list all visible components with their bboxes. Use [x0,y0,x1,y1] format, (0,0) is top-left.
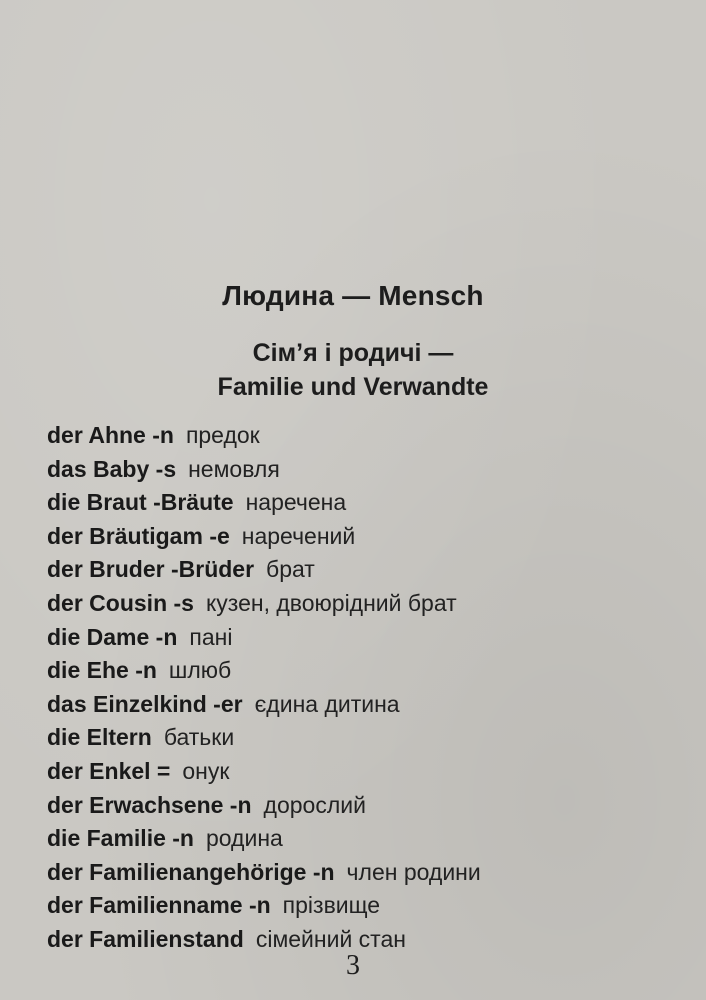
ukrainian-translation: брат [266,556,315,583]
vocabulary-entry [47,486,687,520]
german-term: die Eltern [47,724,152,751]
vocabulary-entry [47,721,687,755]
vocabulary-entry [47,755,687,789]
vocabulary-entry [47,889,687,923]
subtitle-line-2: Familie und Verwandte [217,373,489,401]
german-term: der Bruder -Brüder [47,556,255,583]
german-term: das Einzelkind -er [47,690,243,717]
ukrainian-translation: шлюб [168,657,232,684]
subtitle-line-1: Сім’я і родичі — [252,339,454,367]
vocabulary-entry [47,553,687,587]
german-term: die Familie -n [47,825,194,852]
german-term: die Braut -Bräute [47,489,234,516]
vocabulary-entry [47,587,687,621]
vocabulary-entry [47,789,687,823]
ukrainian-translation: наречений [241,522,356,549]
ukrainian-translation: пані [189,623,233,650]
ukrainian-translation: сімейний стан [255,925,406,952]
ukrainian-translation: онук [182,757,230,784]
german-term: der Enkel = [47,757,171,784]
ukrainian-translation: родина [205,825,283,852]
german-term: die Ehe -n [47,657,157,684]
vocabulary-entry [47,453,687,487]
vocabulary-entry [47,654,687,688]
german-term: der Familienstand [47,925,244,952]
german-term: der Ahne -n [47,422,174,448]
chapter-title: Людина — Mensch [222,280,484,311]
page-number: 3 [346,950,360,981]
section-subtitle [0,336,706,404]
vocabulary-entry [47,688,687,722]
ukrainian-translation: прізвище [282,892,381,919]
ukrainian-translation: дорослий [263,791,366,818]
german-term: der Erwachsene -n [47,791,252,818]
ukrainian-translation: єдина дитина [254,690,400,717]
vocabulary-entry [47,856,687,890]
vocabulary-entry [47,822,687,856]
vocabulary-entry [47,419,687,453]
german-term: das Baby -s [47,455,177,482]
vocabulary-entry [47,621,687,655]
ukrainian-translation: член родини [346,858,481,885]
ukrainian-translation: предок [185,422,260,448]
german-term: die Dame -n [47,623,178,650]
vocabulary-entry [47,520,687,554]
ukrainian-translation: кузен, двоюрідний брат [205,589,457,616]
german-term: der Familienname -n [47,892,271,919]
ukrainian-translation: батьки [163,724,235,751]
ukrainian-translation: наречена [245,489,347,516]
ukrainian-translation: немовля [188,455,280,482]
german-term: der Familienangehörige -n [47,858,335,885]
vocabulary-list [47,419,687,957]
german-term: der Bräutigam -e [47,522,230,549]
german-term: der Cousin -s [47,589,194,616]
